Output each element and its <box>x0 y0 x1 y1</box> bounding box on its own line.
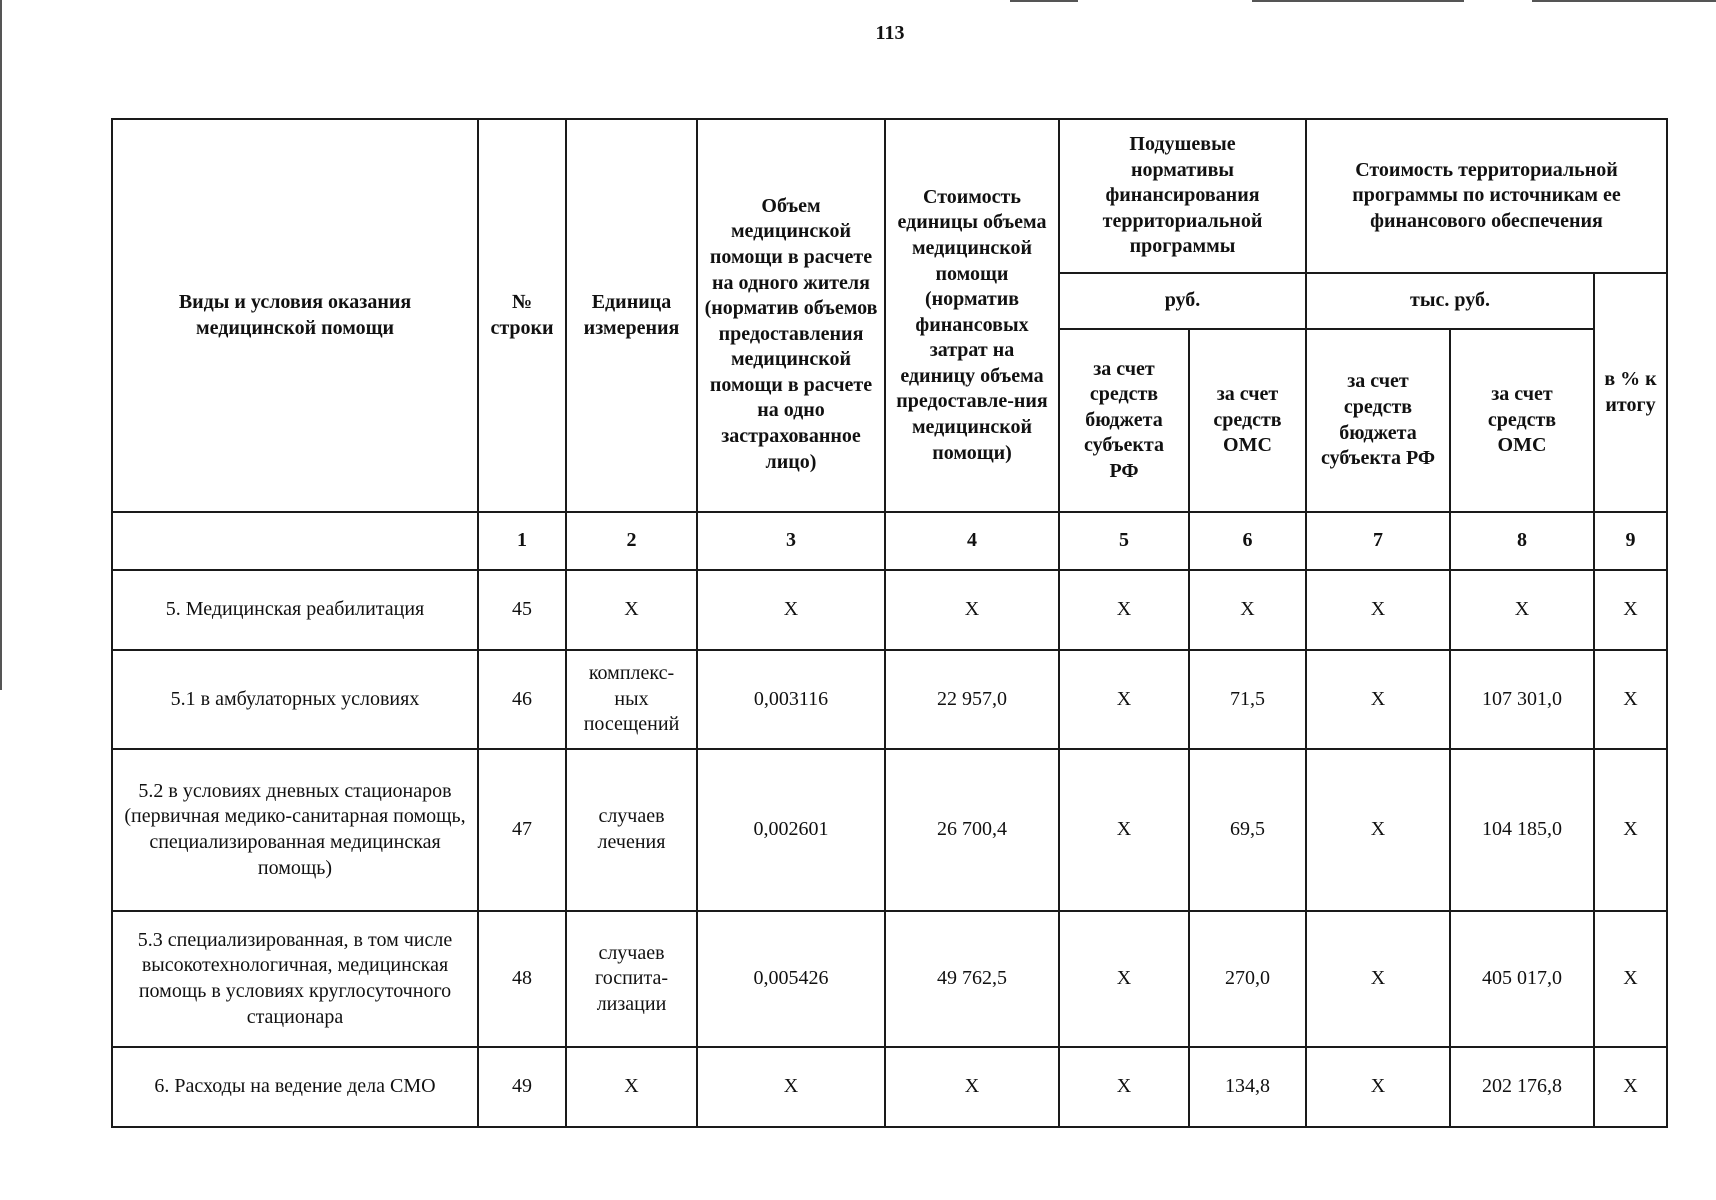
header-thous-rub: тыс. руб. <box>1306 273 1594 329</box>
row-col5: Х <box>1059 650 1189 749</box>
row-col7: Х <box>1306 650 1450 749</box>
page-number: 113 <box>875 22 905 44</box>
header-unit: Единица измерения <box>566 119 697 512</box>
header-per-capita: Подушевые нормативы финансирования территориальной программы <box>1059 119 1306 273</box>
row-col9: Х <box>1594 570 1667 650</box>
row-cost: 22 957,0 <box>885 650 1059 749</box>
header-row <box>112 119 1667 273</box>
row-cost: 26 700,4 <box>885 749 1059 911</box>
row-col9: Х <box>1594 650 1667 749</box>
scan-artifact-line <box>1252 0 1464 2</box>
table-row <box>112 749 1667 911</box>
header-percent: в % к итогу <box>1594 273 1667 512</box>
row-name: 6. Расходы на ведение дела СМО <box>112 1047 478 1127</box>
column-numbers-row <box>112 512 1667 570</box>
row-col6: Х <box>1189 570 1306 650</box>
header-budget-rf-7: за счет средств бюджета субъекта РФ <box>1306 329 1450 512</box>
row-name: 5.2 в условиях дневных стационаров (первичная медико-санитарная помощь, специализированная медицинская помощь) <box>112 749 478 911</box>
column-number: 8 <box>1450 512 1594 570</box>
row-unit: случаев госпита-лизации <box>566 911 697 1047</box>
row-col5: Х <box>1059 570 1189 650</box>
column-number: 2 <box>566 512 697 570</box>
header-types: Виды и условия оказания медицинской помощи <box>112 119 478 512</box>
row-col8: 202 176,8 <box>1450 1047 1594 1127</box>
row-name: 5.3 специализированная, в том числе высокотехнологичная, медицинская помощь в условиях круглосуточного стационара <box>112 911 478 1047</box>
row-col5: Х <box>1059 911 1189 1047</box>
row-unit: Х <box>566 570 697 650</box>
row-col5: Х <box>1059 749 1189 911</box>
scan-artifact-line <box>1010 0 1078 2</box>
row-volume: Х <box>697 570 885 650</box>
scan-artifact-line <box>0 0 2 690</box>
row-col9: Х <box>1594 749 1667 911</box>
table-row <box>112 650 1667 749</box>
row-unit: комплекс-ных посещений <box>566 650 697 749</box>
table-row <box>112 1047 1667 1127</box>
column-number: 3 <box>697 512 885 570</box>
row-volume: Х <box>697 1047 885 1127</box>
column-number: 4 <box>885 512 1059 570</box>
row-volume: 0,005426 <box>697 911 885 1047</box>
row-unit: Х <box>566 1047 697 1127</box>
row-number: 47 <box>478 749 566 911</box>
column-number: 9 <box>1594 512 1667 570</box>
row-cost: 49 762,5 <box>885 911 1059 1047</box>
row-cost: Х <box>885 570 1059 650</box>
row-name: 5.1 в амбулаторных условиях <box>112 650 478 749</box>
row-volume: 0,003116 <box>697 650 885 749</box>
row-col6: 69,5 <box>1189 749 1306 911</box>
row-col6: 134,8 <box>1189 1047 1306 1127</box>
column-number: 1 <box>478 512 566 570</box>
row-cost: Х <box>885 1047 1059 1127</box>
row-name: 5. Медицинская реабилитация <box>112 570 478 650</box>
header-row-no: № строки <box>478 119 566 512</box>
header-budget-rf: за счет средств бюджета субъекта РФ <box>1059 329 1189 512</box>
column-number: 5 <box>1059 512 1189 570</box>
row-col6: 270,0 <box>1189 911 1306 1047</box>
row-col9: Х <box>1594 911 1667 1047</box>
financing-table <box>111 118 1668 1128</box>
column-number: 7 <box>1306 512 1450 570</box>
row-col8: 104 185,0 <box>1450 749 1594 911</box>
row-col9: Х <box>1594 1047 1667 1127</box>
row-number: 48 <box>478 911 566 1047</box>
row-col7: Х <box>1306 749 1450 911</box>
row-number: 45 <box>478 570 566 650</box>
row-col6: 71,5 <box>1189 650 1306 749</box>
column-number <box>112 512 478 570</box>
row-number: 46 <box>478 650 566 749</box>
row-col8: Х <box>1450 570 1594 650</box>
header-volume: Объем медицинской помощи в расчете на одного жителя (норматив объемов предоставления медицинской помощи в расчете на одно застрахованное лицо) <box>697 119 885 512</box>
row-number: 49 <box>478 1047 566 1127</box>
header-oms-8: за счет средств ОМС <box>1450 329 1594 512</box>
header-cost: Стоимость единицы объема медицинской помощи (норматив финансовых затрат на единицу объема предоставле-ния медицинской помощи) <box>885 119 1059 512</box>
table-row <box>112 911 1667 1047</box>
row-volume: 0,002601 <box>697 749 885 911</box>
header-cost-sources: Стоимость территориальной программы по источникам ее финансового обеспечения <box>1306 119 1667 273</box>
row-col8: 107 301,0 <box>1450 650 1594 749</box>
scan-artifact-line <box>1532 0 1716 2</box>
table-row <box>112 570 1667 650</box>
row-col8: 405 017,0 <box>1450 911 1594 1047</box>
header-rub: руб. <box>1059 273 1306 329</box>
row-unit: случаев лечения <box>566 749 697 911</box>
row-col7: Х <box>1306 911 1450 1047</box>
header-oms: за счет средств ОМС <box>1189 329 1306 512</box>
row-col7: Х <box>1306 1047 1450 1127</box>
row-col7: Х <box>1306 570 1450 650</box>
column-number: 6 <box>1189 512 1306 570</box>
row-col5: Х <box>1059 1047 1189 1127</box>
